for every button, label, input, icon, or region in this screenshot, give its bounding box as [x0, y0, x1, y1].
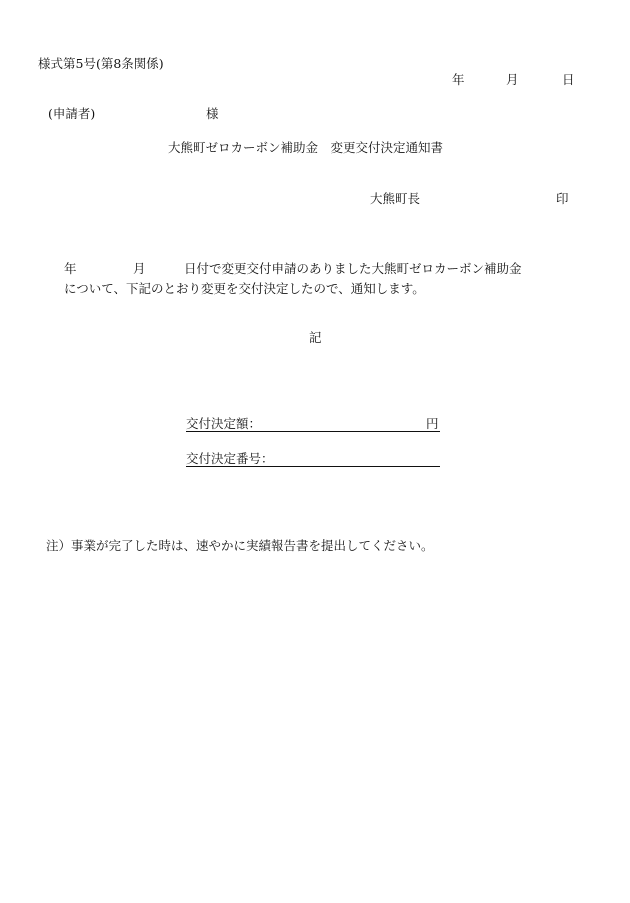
record-heading: 記: [309, 330, 322, 345]
issuer-name: 大熊町長: [370, 191, 421, 206]
number-underline: [186, 466, 440, 467]
amount-underline: [186, 431, 440, 432]
date-month: 月: [506, 72, 519, 87]
body-month: 月: [133, 261, 146, 276]
date-day: 日: [562, 72, 575, 87]
honorific: 様: [206, 106, 219, 121]
date-year: 年: [452, 72, 465, 87]
body-line1: 日付で変更交付申請のありました大熊町ゼロカーボン補助金: [184, 261, 522, 276]
amount-unit: 円: [426, 416, 439, 431]
note-text: 注）事業が完了した時は、速やかに実績報告書を提出してください。: [46, 538, 434, 553]
number-label: 交付決定番号：: [186, 451, 274, 466]
seal-mark: 印: [556, 191, 569, 206]
amount-label: 交付決定額：: [186, 416, 262, 431]
document-title: 大熊町ゼロカーボン補助金 変更交付決定通知書: [168, 140, 444, 155]
body-year: 年: [64, 261, 77, 276]
body-line2: について、下記のとおり変更を交付決定したので、通知します。: [64, 281, 425, 296]
form-number: 様式第5号(第8条関係): [38, 56, 164, 71]
applicant-label: (申請者): [48, 106, 96, 121]
